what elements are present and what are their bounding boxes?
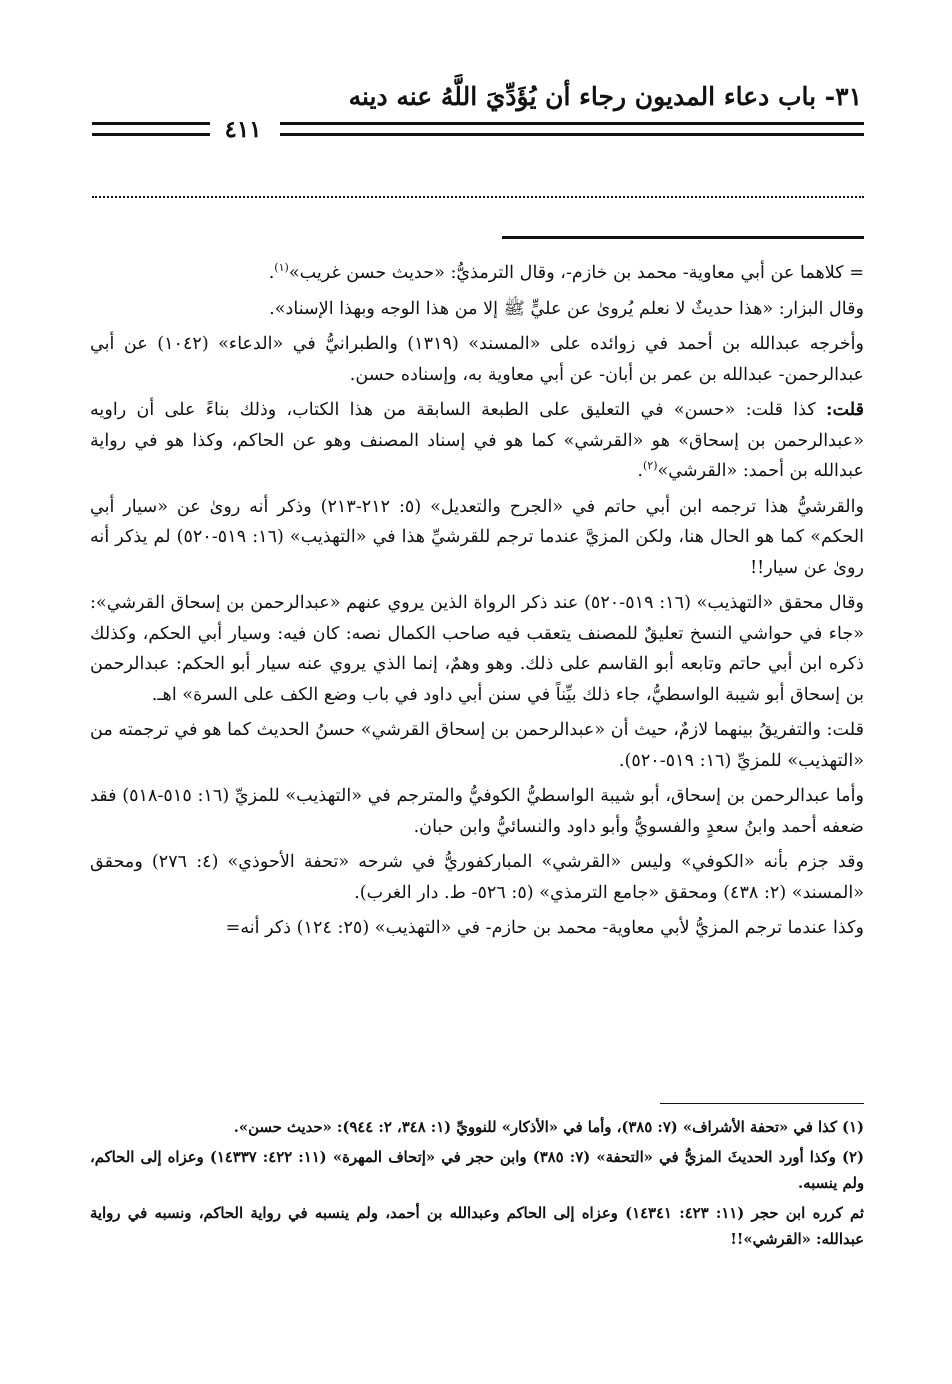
paragraph-1-end: . bbox=[268, 263, 275, 283]
header-rule-left bbox=[92, 122, 210, 136]
header-rule-right bbox=[280, 122, 864, 136]
paragraph-9: وقد جزم بأنه «الكوفي» وليس «القرشي» المباركفوريُّ في شرحه «تحفة الأحوذي» (٤: ٢٧٦) ومحقق «المسند» (٢: ٤٣٨) ومحقق «جامع الترمذي» (٥: ٥٢٦- ط. دار الغرب). bbox=[90, 852, 864, 903]
footnote-ref-2: (٢) bbox=[642, 459, 658, 473]
paragraph-1 bbox=[90, 258, 864, 289]
text-start-rule bbox=[502, 236, 864, 239]
chapter-title: ٣١- باب دعاء المديون رجاء أن يُؤَدِّيَ اللَّهُ عنه دينه bbox=[348, 82, 862, 111]
paragraph-3: وأخرجه عبدالله بن أحمد في زوائده على «المسند» (١٣١٩) والطبرانيُّ في «الدعاء» (١٠٤٢) عن أبي عبدالرحمن- عبدالله بن عمر بن أبان- عن أبي معاوية به، وإسناده حسن. bbox=[90, 334, 865, 385]
main-text bbox=[90, 258, 864, 949]
paragraph-8: وأما عبدالرحمن بن إسحاق، أبو شيبة الواسطيُّ الكوفيُّ والمترجم في «التهذيب» للمزيِّ (١٦: ٥١٥-٥١٨) فقد ضعفه أحمد وابنُ سعدٍ والفسويُّ وأبو داود والنسائيُّ وابن حبان. bbox=[90, 786, 864, 837]
paragraph-7: قلت: والتفريقُ بينهما لازمٌ، حيث أن «عبدالرحمن بن إسحاق القرشي» حسنُ الحديث كما هو في ترجمته من «التهذيب» للمزيِّ (١٦: ٥١٩-٥٢٠). bbox=[90, 720, 864, 771]
paragraph-4-text: كذا قلت: «حسن» في التعليق على الطبعة السابقة من هذا الكتاب، وذلك بناءً على أن راويه «عبدالرحمن بن إسحاق» هو «القرشي» كما هو في إسناد المصنف وهو عن الحاكم، وكذا هو في رواية عبدالله بن أحمد: «القرشي» bbox=[90, 400, 864, 481]
qult-label: قلت: bbox=[825, 399, 864, 420]
footnote-2: (٢) وكذا أورد الحديثَ المزيُّ في «التحفة» (٧: ٣٨٥) وابن حجر في «إتحاف المهرة» (١١: ٤٢٢: ١٤٣٣٧) وعزاه إلى الحاكم، ولم ينسبه. bbox=[90, 1148, 864, 1192]
page-number: ٤١١ bbox=[224, 116, 262, 143]
paragraph-4-end: . bbox=[637, 461, 643, 481]
paragraph-1-text: = كلاهما عن أبي معاوية- محمد بن خازم-، وقال الترمذيُّ: «حديث حسن غريب» bbox=[288, 263, 864, 283]
paragraph-4 bbox=[90, 395, 864, 487]
dotted-separator bbox=[92, 196, 864, 198]
footnotes bbox=[90, 1115, 864, 1257]
footnote-separator bbox=[660, 1103, 864, 1104]
footnote-2-continued: ثم كرره ابن حجر (١١: ٤٢٣: ١٤٣٤١) وعزاه إلى الحاكم وعبدالله بن أحمد، ولم ينسبه في رواية الحاكم، ونسبه في رواية عبدالله: «القرشي»!! bbox=[90, 1204, 864, 1248]
paragraph-10: وكذا عندما ترجم المزيُّ لأبي معاوية- محمد بن حازم- في «التهذيب» (٢٥: ١٢٤) ذكر أنه= bbox=[225, 918, 864, 938]
footnote-1: (١) كذا في «تحفة الأشراف» (٧: ٣٨٥)، وأما في «الأذكار» للنوويِّ (١: ٣٤٨، ٢: ٩٤٤): «حديث حسن». bbox=[233, 1119, 864, 1136]
footnote-ref-1: (١) bbox=[274, 261, 289, 275]
paragraph-6: وقال محقق «التهذيب» (١٦: ٥١٩-٥٢٠) عند ذكر الرواة الذين يروي عنهم «عبدالرحمن بن إسحاق القرشي»: «جاء في حواشي النسخ تعليقٌ للمصنف يتعقب فيه صاحب الكمال نصه: كان فيه: وسيار أبي الحكم، وكذلك ذكره ابن أبي حاتم وتابعه أبو القاسم على ذلك. وهو وهمٌ، إنما الذي يروي عنه سيار أبو الحكم: عبدالرحمن بن إسحاق أبو شيبة الواسطيُّ، جاء ذلك بيِّناً في سنن أبي داود في باب وضع الكف على السرة» اهـ. bbox=[90, 593, 864, 705]
paragraph-2: وقال البزار: «هذا حديثٌ لا نعلم يُروىٰ عن عليٍّ ﷺ إلا من هذا الوجه وبهذا الإسناد». bbox=[269, 298, 864, 319]
paragraph-5: والقرشيُّ هذا ترجمه ابن أبي حاتم في «الجرح والتعديل» (٥: ٢١٢-٢١٣) وذكر أنه روىٰ عن «سيار أبي الحكم» كما هو الحال هنا، ولكن المزيَّ عندما ترجم للقرشيِّ هذا في «التهذيب» (١٦: ٥١٩-٥٢٠) لم يذكر أنه روىٰ عن سيار!! bbox=[90, 496, 864, 578]
